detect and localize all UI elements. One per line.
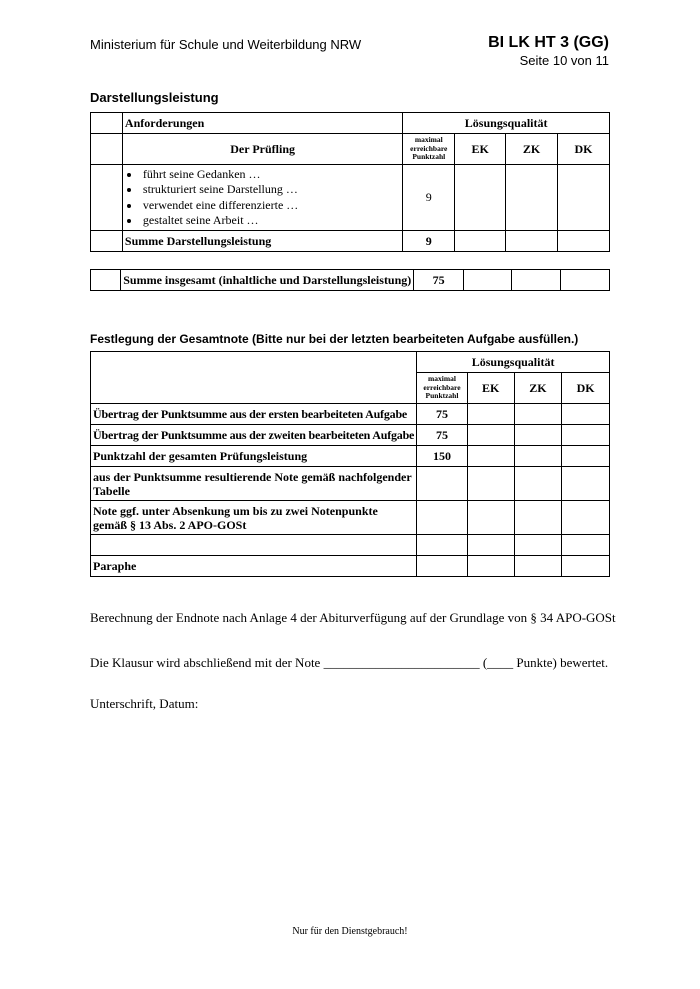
table-row (91, 501, 610, 535)
total-table (90, 269, 610, 291)
ek-cell[interactable] (464, 270, 512, 291)
endnote-calculation-text: Berechnung der Endnote nach Anlage 4 der Abiturverfügung auf der Grundlage von § 34 APO-GOSt (90, 610, 616, 625)
table-row (91, 270, 610, 291)
row-label: Paraphe (91, 556, 417, 577)
table-row (91, 113, 610, 134)
dk-cell[interactable] (562, 404, 610, 425)
zk-cell[interactable] (514, 467, 562, 501)
table-row (91, 134, 610, 165)
header-zk: ZK (506, 134, 558, 165)
ek-cell[interactable] (455, 165, 506, 231)
zk-cell[interactable] (514, 501, 562, 535)
section-title-gesamtnote: Festlegung der Gesamtnote (Bitte nur bei der letzten bearbeiteten Aufgabe ausfüllen.) (90, 332, 579, 346)
criteria-points: 9 (403, 165, 455, 231)
table-row (91, 165, 610, 231)
row-points: 150 (417, 446, 468, 467)
header-ek: EK (455, 134, 506, 165)
row-label: Übertrag der Punktsumme aus der zweiten bearbeiteten Aufgabe (91, 425, 417, 446)
header-anforderungen: Anforderungen (122, 113, 402, 134)
header-max-points: maximal erreichbare Punktzahl (417, 373, 468, 404)
dk-cell[interactable] (562, 501, 610, 535)
table-row (91, 404, 610, 425)
ministry-name: Ministerium für Schule und Weiterbildung NRW (90, 37, 362, 52)
list-item: • verwendet eine differenzierte … (141, 198, 400, 214)
dk-cell[interactable] (558, 165, 610, 231)
row-points (417, 467, 468, 501)
table-row (91, 425, 610, 446)
table-row (91, 231, 610, 252)
table-row (91, 352, 610, 373)
criteria-list-cell (122, 165, 402, 231)
header-dk: DK (562, 373, 610, 404)
signature-date-label: Unterschrift, Datum: (90, 696, 199, 711)
ek-cell[interactable] (467, 446, 514, 467)
zk-cell[interactable] (512, 270, 561, 291)
table-row (91, 535, 610, 556)
ek-cell[interactable] (455, 231, 506, 252)
header-loesungsqualitaet: Lösungsqualität (403, 113, 610, 134)
section-title-darstellung: Darstellungsleistung (90, 90, 219, 105)
ek-cell[interactable] (467, 467, 514, 501)
row-label (91, 535, 417, 556)
ek-cell[interactable] (467, 501, 514, 535)
zk-cell[interactable] (514, 535, 562, 556)
zk-cell[interactable] (514, 425, 562, 446)
dk-cell[interactable] (562, 467, 610, 501)
row-label: Übertrag der Punktsumme aus der ersten bearbeiteten Aufgabe (91, 404, 417, 425)
page-number: Seite 10 von 11 (519, 53, 609, 68)
header-zk: ZK (514, 373, 562, 404)
zk-cell[interactable] (514, 404, 562, 425)
gesamtnote-table (90, 351, 610, 577)
list-item: • führt seine Gedanken … (141, 167, 400, 183)
dk-cell[interactable] (562, 535, 610, 556)
sum-darstellung-label: Summe Darstellungsleistung (122, 231, 402, 252)
official-use-note: Nur für den Dienstgebrauch! (292, 926, 408, 937)
document-code: BI LK HT 3 (GG) (488, 34, 609, 51)
criteria-list (125, 167, 400, 229)
ek-cell[interactable] (467, 535, 514, 556)
row-points (417, 501, 468, 535)
header-ek: EK (467, 373, 514, 404)
list-item: • gestaltet seine Arbeit … (141, 213, 400, 229)
row-points: 75 (417, 404, 468, 425)
sum-total-label: Summe insgesamt (inhaltliche und Darstellungsleistung) (121, 270, 414, 291)
ek-cell[interactable] (467, 404, 514, 425)
ek-cell[interactable] (467, 425, 514, 446)
list-item: • strukturiert seine Darstellung … (141, 182, 400, 198)
zk-cell[interactable] (506, 165, 558, 231)
header-max-points: maximal erreichbare Punktzahl (403, 134, 455, 165)
darstellung-table (90, 112, 610, 252)
dk-cell[interactable] (562, 425, 610, 446)
table-row (91, 446, 610, 467)
zk-cell[interactable] (514, 446, 562, 467)
dk-cell[interactable] (561, 270, 610, 291)
row-points: 75 (417, 425, 468, 446)
table-row (91, 556, 610, 577)
dk-cell[interactable] (562, 446, 610, 467)
table-row (91, 467, 610, 501)
header-dk: DK (558, 134, 610, 165)
header-pruefling: Der Prüfling (122, 134, 402, 165)
dk-cell[interactable] (562, 556, 610, 577)
row-label: aus der Punktsumme resultierende Note gemäß nachfolgender Tabelle (91, 467, 417, 501)
sum-total-points: 75 (414, 270, 464, 291)
row-label: Punktzahl der gesamten Prüfungsleistung (91, 446, 417, 467)
zk-cell[interactable] (506, 231, 558, 252)
header-loesungsqualitaet: Lösungsqualität (417, 352, 610, 373)
zk-cell[interactable] (514, 556, 562, 577)
ek-cell[interactable] (467, 556, 514, 577)
row-points (417, 556, 468, 577)
dk-cell[interactable] (558, 231, 610, 252)
sum-darstellung-points: 9 (403, 231, 455, 252)
final-grade-line: Die Klausur wird abschließend mit der Note ________________________ (____ Punkte) bewertet. (90, 655, 609, 670)
row-label: Note ggf. unter Absenkung um bis zu zwei Notenpunkte gemäß § 13 Abs. 2 APO-GOSt (91, 501, 417, 535)
row-points (417, 535, 468, 556)
